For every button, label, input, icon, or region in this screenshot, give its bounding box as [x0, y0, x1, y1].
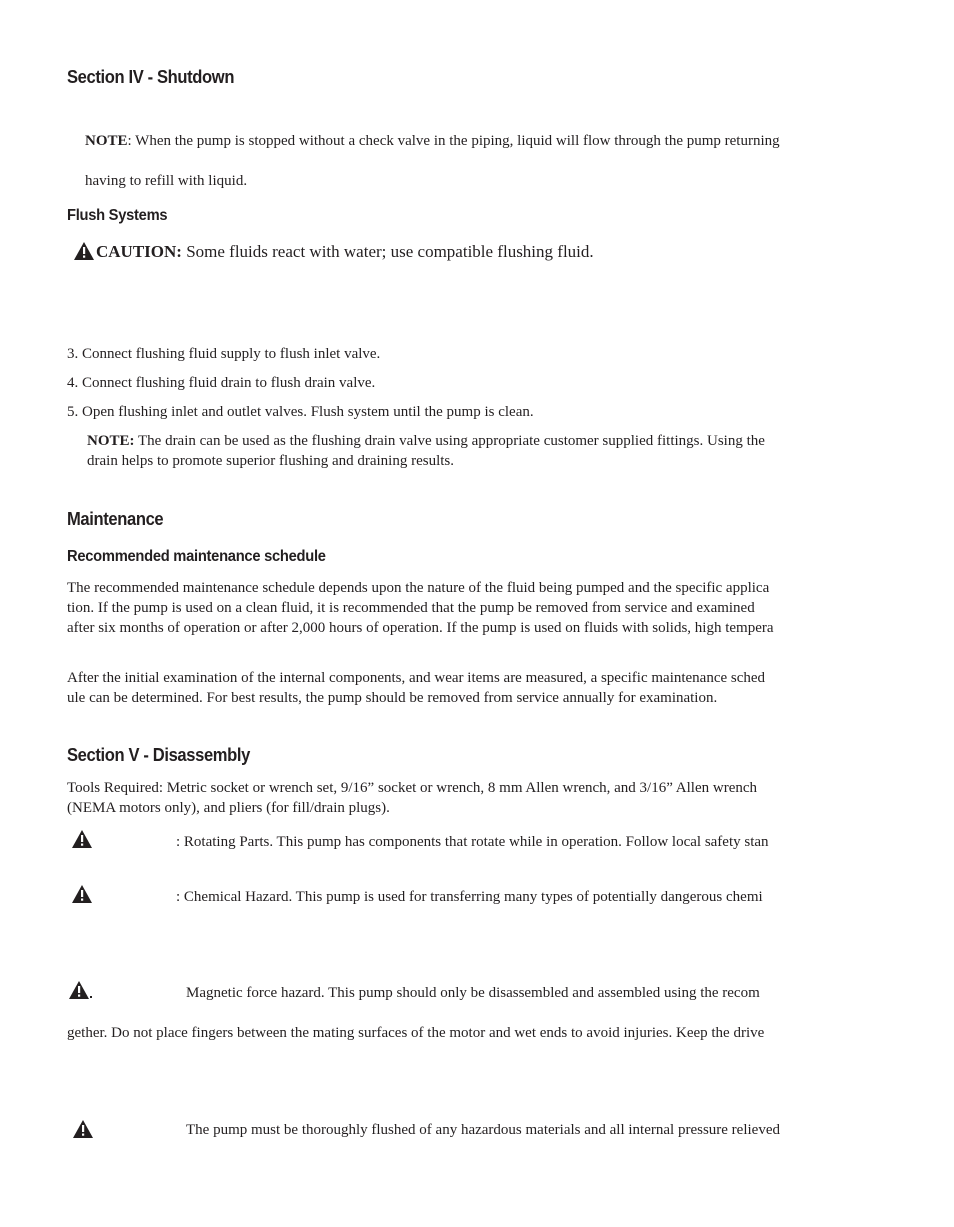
- flush-pressure-warning-icon: [72, 1119, 94, 1139]
- shutdown-note-continued: having to refill with liquid.: [85, 173, 248, 189]
- section-v-heading: Section V - Disassembly: [67, 745, 250, 765]
- maintenance-paragraph-2: [67, 668, 867, 708]
- rotating-parts-warning: : Rotating Parts. This pump has components that rotate while in operation. Follow local safety stan: [176, 834, 769, 850]
- note-text: : When the pump is stopped without a check valve in the piping, liquid will flow through the pump returning: [127, 133, 780, 149]
- shutdown-note: [85, 131, 780, 151]
- text-line: The recommended maintenance schedule depends upon the nature of the fluid being pumped and the specific applica: [67, 580, 770, 596]
- caution-text: Some fluids react with water; use compatible flushing fluid.: [181, 242, 594, 261]
- magnetic-hazard-warning: Magnetic force hazard. This pump should only be disassembled and assembled using the recom: [186, 985, 760, 1001]
- chemical-hazard-warning: : Chemical Hazard. This pump is used for transferring many types of potentially dangerous chemi: [176, 889, 763, 905]
- text-line: ule can be determined. For best results, the pump should be removed from service annually for examination.: [67, 690, 718, 706]
- tools-required: [67, 778, 867, 818]
- flush-note-continued: drain helps to promote superior flushing and draining results.: [87, 453, 455, 469]
- chemical-hazard-warning-icon: [71, 884, 93, 904]
- caution-warning-icon: [73, 241, 95, 261]
- magnetic-hazard-warning-icon: [68, 980, 90, 1000]
- rotating-parts-warning-icon: [71, 829, 93, 849]
- maintenance-schedule-subheading: Recommended maintenance schedule: [67, 548, 326, 565]
- text-line: Tools Required: Metric socket or wrench set, 9/16” socket or wrench, 8 mm Allen wrench, and 3/16” Allen wrench: [67, 780, 758, 796]
- text-line: (NEMA motors only), and pliers (for fill/drain plugs).: [67, 800, 390, 816]
- flush-step-4: 4. Connect flushing fluid drain to flush drain valve.: [67, 375, 376, 391]
- caution-label: CAUTION:: [96, 242, 182, 261]
- text-line: after six months of operation or after 2,000 hours of operation. If the pump is used on fluids with solids, high tempera: [67, 620, 774, 636]
- maintenance-heading: Maintenance: [67, 509, 164, 529]
- flush-note: [87, 431, 765, 451]
- text-line: After the initial examination of the internal components, and wear items are measured, a specific maintenance sched: [67, 670, 766, 686]
- flush-note-text: The drain can be used as the flushing drain valve using appropriate customer supplied fittings. Using the: [134, 433, 765, 449]
- note-label: NOTE: [85, 133, 128, 149]
- magnetic-hazard-warning-continued: gether. Do not place fingers between the mating surfaces of the motor and wet ends to avoid injuries. Keep the drive: [67, 1025, 765, 1041]
- text-line: tion. If the pump is used on a clean fluid, it is recommended that the pump be removed from service and examined: [67, 600, 755, 616]
- maintenance-paragraph-1: [67, 578, 867, 638]
- flush-pressure-warning: The pump must be thoroughly flushed of any hazardous materials and all internal pressure relieved: [186, 1122, 780, 1138]
- section-iv-heading: Section IV - Shutdown: [67, 67, 235, 87]
- flush-step-3: 3. Connect flushing fluid supply to flush inlet valve.: [67, 346, 381, 362]
- flush-step-5: 5. Open flushing inlet and outlet valves. Flush system until the pump is clean.: [67, 404, 534, 420]
- caution-line: [96, 241, 594, 263]
- flush-note-label: NOTE:: [87, 433, 135, 449]
- flush-systems-heading: Flush Systems: [67, 207, 168, 224]
